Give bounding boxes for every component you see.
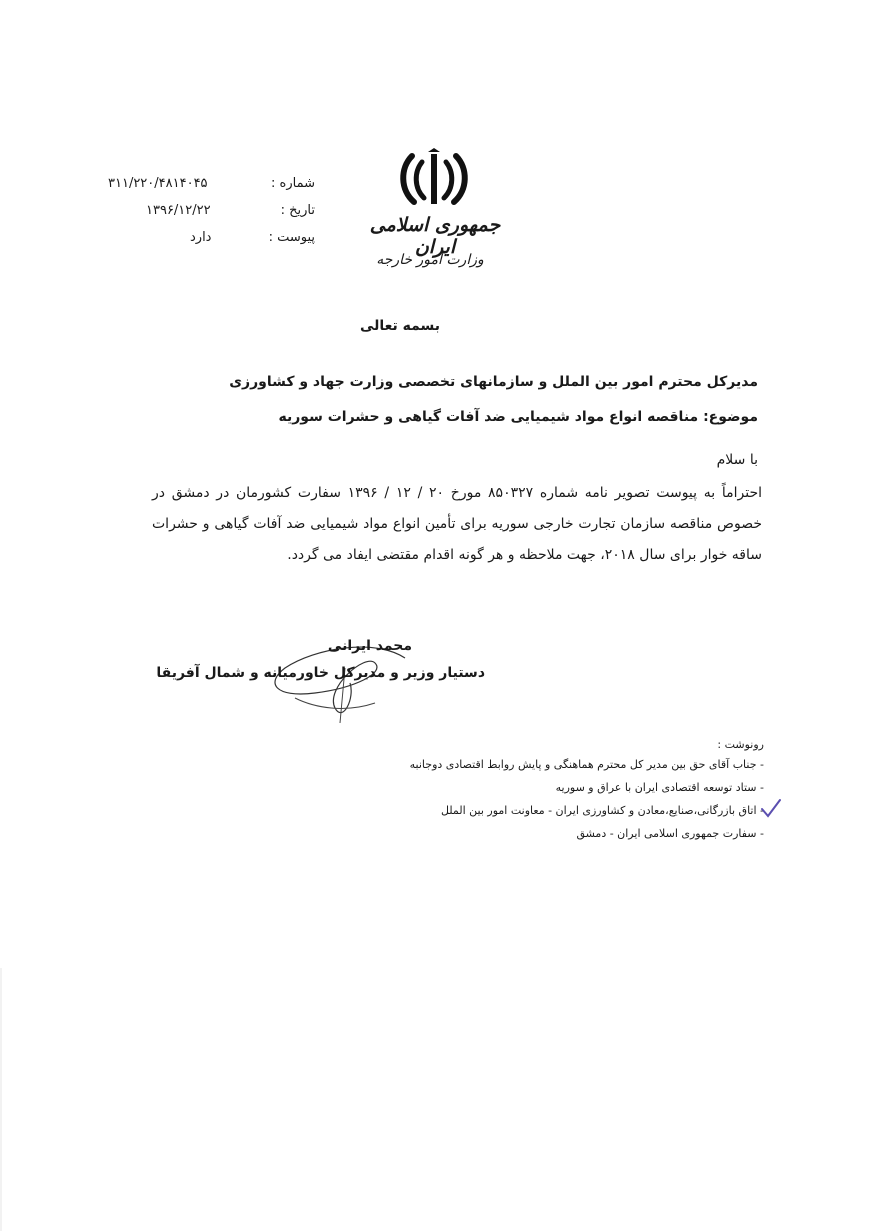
attachment-value: دارد bbox=[190, 230, 212, 245]
date-label: تاریخ : bbox=[280, 203, 315, 218]
invocation: بسمه تعالی bbox=[359, 318, 441, 334]
signatory-title: دستیار وزیر و مدیرکل خاورمیانه و شمال آفریقا bbox=[156, 665, 485, 681]
scan-edge bbox=[0, 968, 2, 1231]
iran-emblem-icon bbox=[398, 148, 470, 210]
list-item: - اتاق بازرگانی،صنایع،معادن و کشاورزی ایران - معاونت امور بین الملل bbox=[440, 804, 764, 817]
list-item: - ستاد توسعه اقتصادی ایران با عراق و سوریه bbox=[555, 781, 764, 794]
letter-body: احتراماً به پیوست تصویر نامه شماره ۸۵۰۳۲۷ مورخ ۲۰ / ۱۲ / ۱۳۹۶ سفارت کشورمان در دمشق در خصوص مناقصه سازمان تجارت خارجی سوریه برای تأمین انواع مواد شیمیایی ضد آفات گیاهی و حشرات ساقه خوار برای سال ۲۰۱۸، جهت ملاحظه و هر گونه اقدام مقتضی ایفاد می گردد. bbox=[152, 485, 763, 563]
signatory-name: محمد ایرانی bbox=[327, 638, 412, 654]
list-item: - سفارت جمهوری اسلامی ایران - دمشق bbox=[576, 827, 764, 840]
list-item: - جناب آقای حق بین مدیر کل محترم هماهنگی و پایش روابط اقتصادی دوجانبه bbox=[409, 758, 764, 771]
addressee: مدیرکل محترم امور بین الملل و سازمانهای تخصصی وزارت جهاد و کشاورزی bbox=[229, 374, 758, 390]
greeting: با سلام bbox=[716, 452, 758, 468]
number-value: ۳۱۱/۲۲۰/۴۸۱۴۰۴۵ bbox=[108, 176, 208, 191]
check-mark-icon bbox=[760, 797, 782, 819]
cc-label: رونوشت : bbox=[717, 738, 764, 751]
date-value: ۱۳۹۶/۱۲/۲۲ bbox=[146, 203, 211, 218]
cc-list bbox=[410, 758, 764, 850]
ministry-name: وزارت امور خارجه bbox=[376, 252, 484, 268]
number-label: شماره : bbox=[271, 176, 315, 191]
attachment-label: پیوست : bbox=[268, 230, 315, 245]
government-name: جمهوری اسلامی ایران bbox=[369, 214, 501, 258]
subject-line: موضوع: مناقصه انواع مواد شیمیایی ضد آفات گیاهی و حشرات سوریه bbox=[278, 409, 758, 425]
